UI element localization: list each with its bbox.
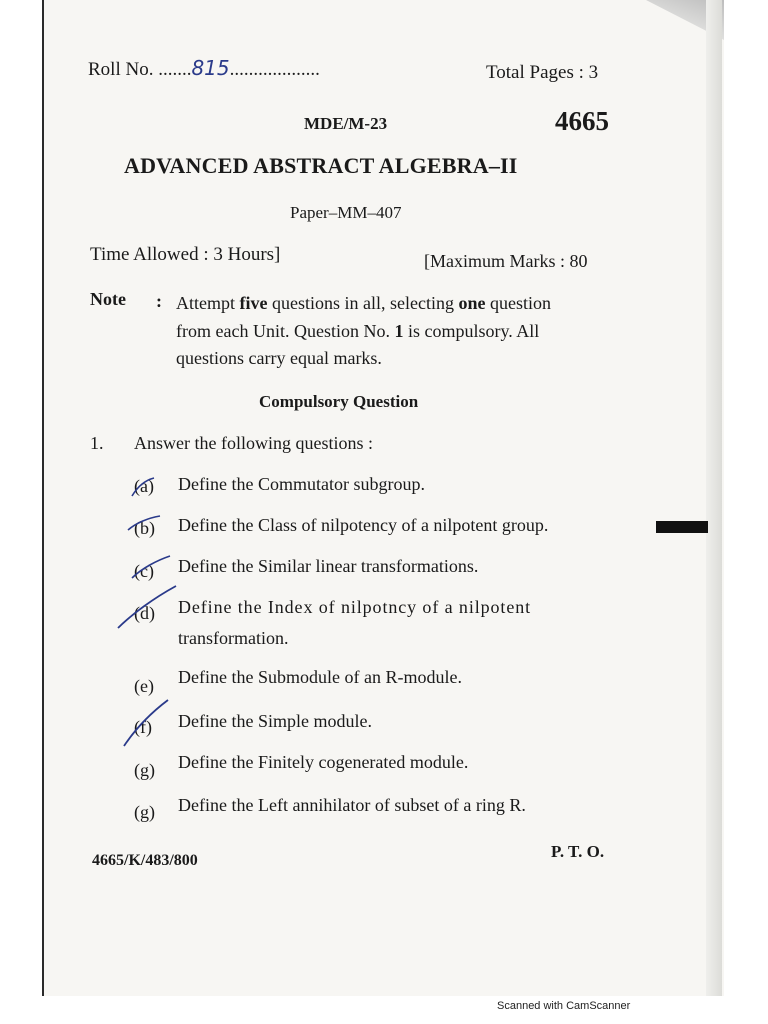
note-text: is compulsory. All (403, 321, 540, 341)
note-line-3: questions carry equal marks. (176, 348, 382, 368)
please-turn-over: P. T. O. (551, 842, 605, 861)
maximum-marks: [Maximum Marks : 80 (424, 251, 588, 271)
total-pages: Total Pages : 3 (486, 62, 599, 83)
footer-code: 4665/K/483/800 (92, 852, 198, 869)
note-emphasis-five: five (239, 293, 268, 313)
roll-dots: ................... (229, 59, 320, 80)
part-text: Define the Class of nilpotency of a nilpotent group. (178, 515, 549, 535)
question-text: Answer the following questions : (134, 433, 373, 453)
note-line-1 (176, 293, 551, 314)
time-allowed: Time Allowed : 3 Hours] (90, 244, 281, 265)
exam-paper (42, 0, 724, 996)
note-text: Attempt (176, 293, 240, 313)
note-text: question (485, 293, 551, 313)
black-ink-mark (656, 521, 708, 533)
note-label: Note (90, 289, 126, 309)
page-edge-shadow (706, 0, 722, 996)
exam-code: MDE/M-23 (304, 114, 388, 133)
note-text: questions in all, selecting (267, 293, 459, 313)
roll-number-field (88, 56, 320, 81)
note-line-2 (176, 321, 539, 342)
part-text: Define the Simple module. (178, 711, 372, 731)
note-emphasis-1: 1 (394, 321, 404, 341)
part-label: (d) (134, 603, 155, 623)
roll-label: Roll No. ....... (88, 59, 192, 80)
paper-title: ADVANCED ABSTRACT ALGEBRA–II (124, 153, 518, 178)
note-text: from each Unit. Question No. (176, 321, 395, 341)
part-text: Define the Submodule of an R-module. (178, 667, 462, 687)
note-emphasis-one: one (458, 293, 486, 313)
part-text: Define the Left annihilator of subset of a ring R. (178, 795, 526, 815)
part-label: (c) (134, 561, 154, 581)
question-number: 1. (90, 433, 104, 453)
part-label: (f) (134, 717, 152, 737)
part-text: Define the Commutator subgroup. (178, 474, 425, 494)
roll-number-handwritten: 815 (191, 56, 230, 80)
paper-number: 4665 (555, 106, 609, 136)
part-text: Define the Similar linear transformations. (178, 556, 479, 576)
camscanner-watermark: Scanned with CamScanner (497, 1000, 631, 1012)
part-label: (g) (134, 760, 155, 780)
part-text: Define the Finitely cogenerated module. (178, 752, 469, 772)
note-colon: : (156, 291, 162, 311)
part-label: (e) (134, 676, 154, 696)
section-heading: Compulsory Question (259, 392, 419, 411)
part-label: (g) (134, 802, 155, 822)
part-text: Define the Index of nilpotncy of a nilpotent (178, 597, 532, 617)
paper-code: Paper–MM–407 (290, 203, 402, 222)
part-text-continued: transformation. (178, 628, 289, 648)
part-label: (a) (134, 476, 154, 496)
part-label: (b) (134, 518, 155, 538)
